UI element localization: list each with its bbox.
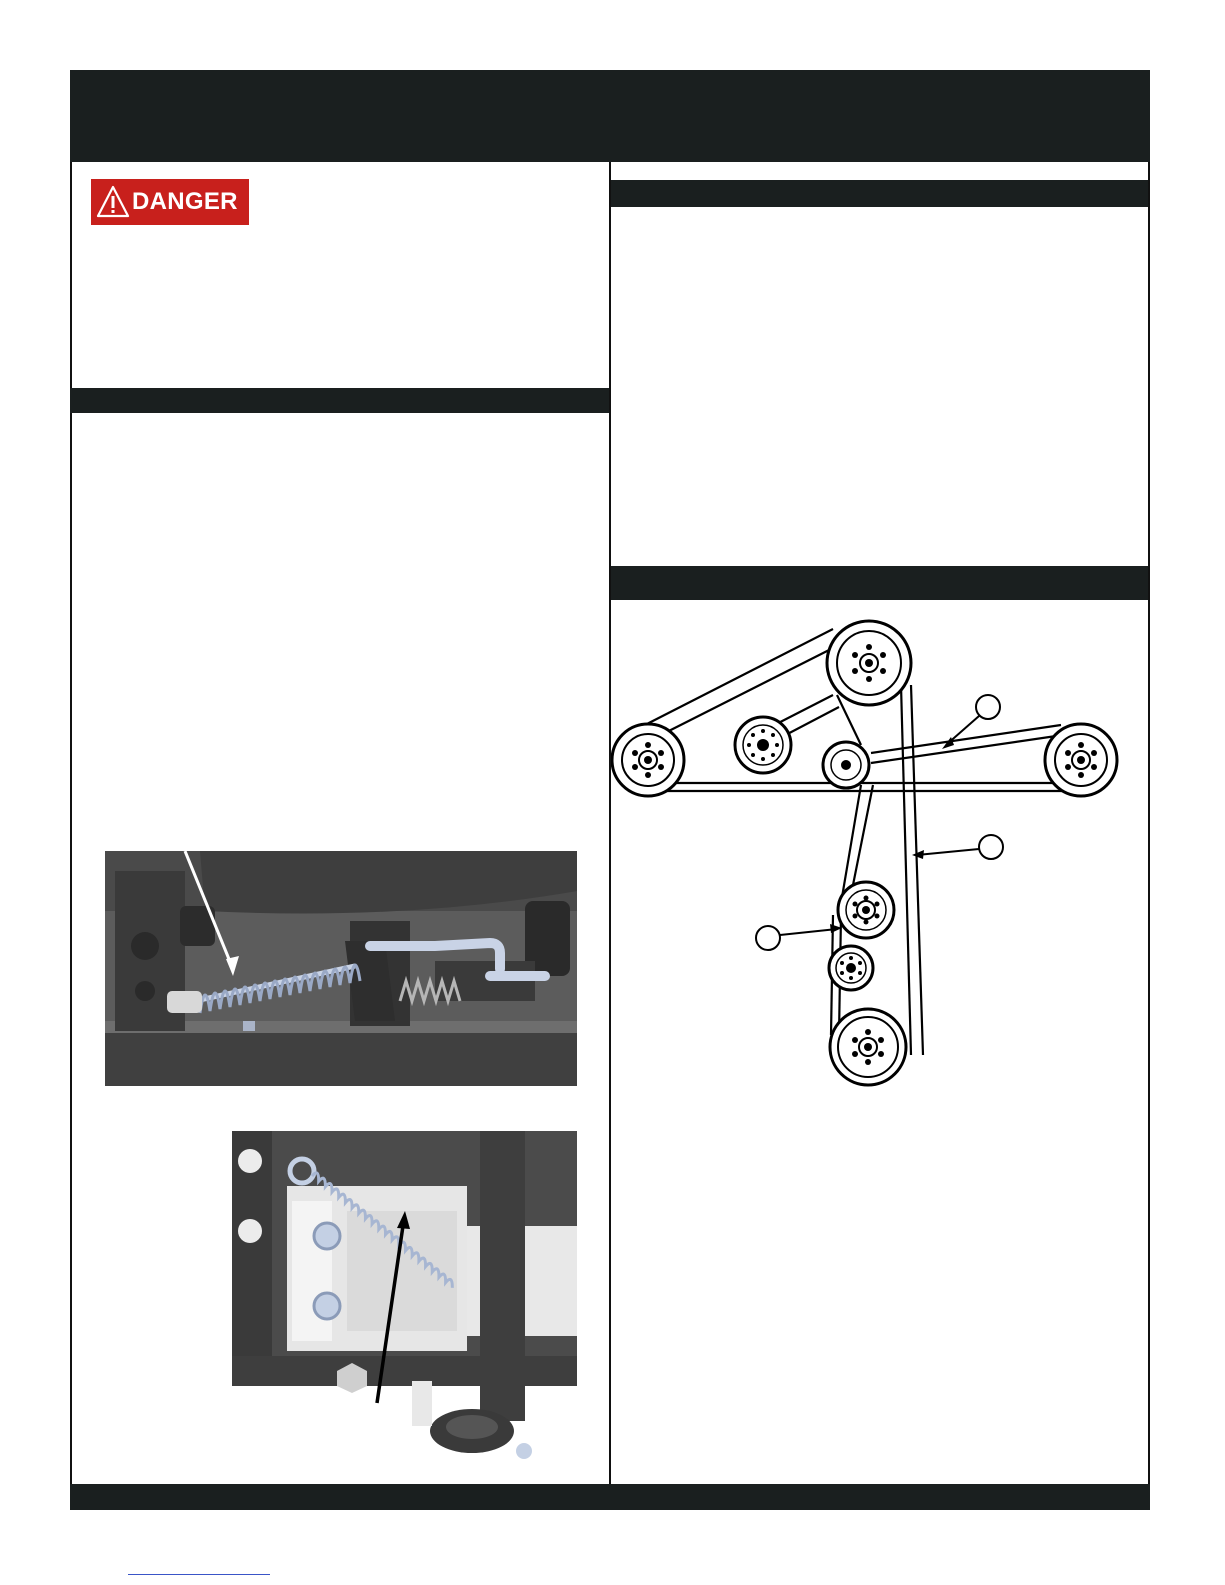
top-pulley [827, 621, 911, 705]
middle-left-pulley [735, 717, 791, 773]
belt-routing-diagram [611, 615, 1148, 1100]
danger-label [91, 179, 249, 225]
right-section-header-bar-1 [611, 180, 1148, 207]
center-idler-pulley [823, 742, 869, 788]
lower-pulley-2 [829, 946, 873, 990]
page-header-bar [70, 70, 1150, 162]
pump-spring-photo [232, 1131, 577, 1472]
lower-pulley-1 [838, 882, 894, 938]
left-section-header-bar [70, 388, 609, 413]
danger-text: DANGER [132, 188, 238, 215]
footer-link-underline [128, 1574, 270, 1575]
right-section-header-bar-2 [611, 566, 1148, 600]
exclamation-triangle-icon [96, 185, 130, 219]
page-footer-bar [70, 1484, 1150, 1510]
bottom-pulley [830, 1009, 906, 1085]
left-pulley [612, 724, 684, 796]
spring-photo [105, 851, 577, 1086]
right-pulley [1045, 724, 1117, 796]
